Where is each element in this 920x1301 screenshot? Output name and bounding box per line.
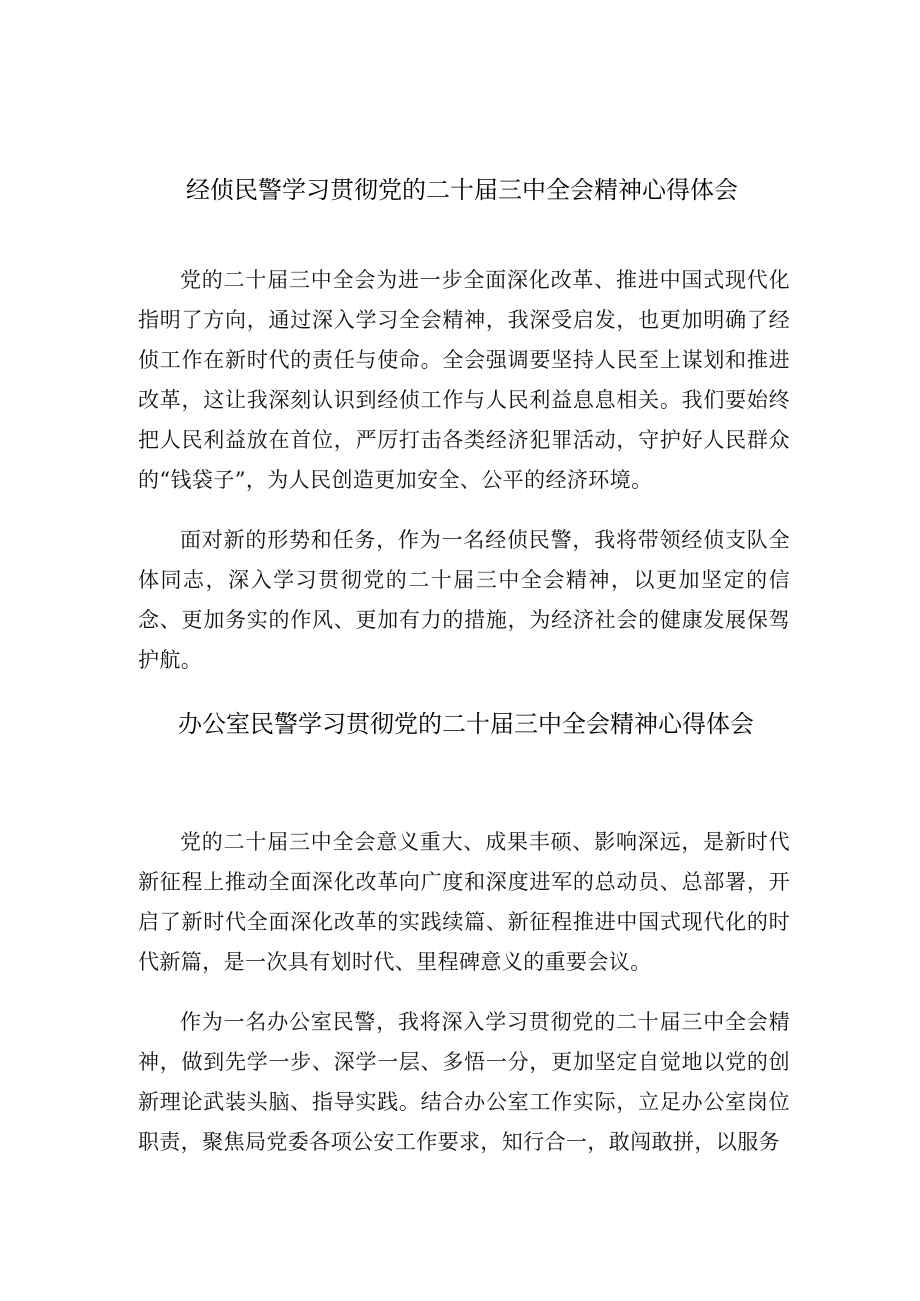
section-1-paragraph-1: 党的二十届三中全会为进一步全面深化改革、推进中国式现代化指明了方向，通过深入学习全会精神，我深受启发，也更加明确了经侦工作在新时代的责任与使命。全会强调要坚持人民至上谋划和推进改革，这让我深刻认识到经侦工作与人民利益息息相关。我们要始终把人民利益放在首位，严厉打击各类经济犯罪活动，守护好人民群众的“钱袋子”，为人民创造更加安全、公平的经济环境。 [138,268,790,492]
section-1-paragraph-2: 面对新的形势和任务，作为一名经侦民警，我将带领经侦支队全体同志，深入学习贯彻党的二十届三中全会精神，以更加坚定的信念、更加务实的作风、更加有力的措施，为经济社会的健康发展保驾护航。 [138,528,790,672]
section-2-title: 办公室民警学习贯彻党的二十届三中全会精神心得体会 [178,710,754,738]
section-2-paragraph-2: 作为一名办公室民警，我将深入学习贯彻党的二十届三中全会精神，做到先学一步、深学一层、多悟一分，更加坚定自觉地以党的创新理论武装头脑、指导实践。结合办公室工作实际，立足办公室岗位职责，聚焦局党委各项公安工作要求，知行合一，敢闯敢拼，以服务 [138,1010,790,1154]
section-2-paragraph-1: 党的二十届三中全会意义重大、成果丰硕、影响深远，是新时代新征程上推动全面深化改革向广度和深度进军的总动员、总部署，开启了新时代全面深化改革的实践续篇、新征程推进中国式现代化的时代新篇，是一次具有划时代、里程碑意义的重要会议。 [138,830,790,974]
section-1-title: 经侦民警学习贯彻党的二十届三中全会精神心得体会 [186,176,738,204]
